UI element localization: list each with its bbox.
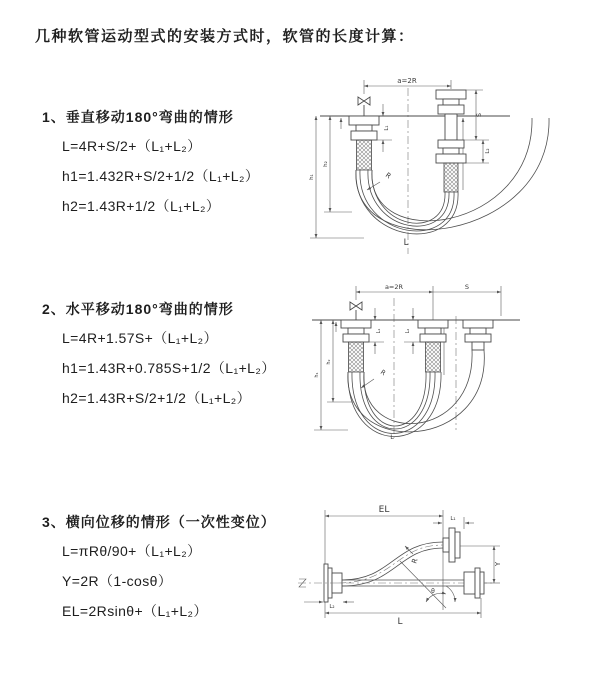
formula-h1: h1=1.432R+S/2+1/2（L₁+L₂） bbox=[62, 168, 260, 184]
dim-label-r: R bbox=[383, 171, 393, 181]
section-2-heading: 2、水平移动180°弯曲的情形 bbox=[42, 301, 234, 317]
page-title: 几种软管运动型式的安装方式时，软管的长度计算： bbox=[35, 28, 415, 45]
dim-label-l2: L₂ bbox=[485, 148, 491, 154]
middle-flange bbox=[418, 320, 448, 342]
dim-label-s: S bbox=[464, 283, 470, 291]
dim-label-h1: h₁ bbox=[314, 372, 320, 378]
valve-icon bbox=[350, 302, 362, 320]
right-flange-moved bbox=[463, 320, 493, 350]
section-horizontal-bend bbox=[42, 299, 327, 413]
dim-label-y: Y bbox=[494, 561, 502, 567]
dim-label-r: R bbox=[410, 557, 420, 565]
right-flange-original bbox=[464, 568, 484, 598]
dim-label-l1: L₁ bbox=[376, 328, 382, 334]
formula-h2: h2=1.43R+S/2+1/2（L₁+L₂） bbox=[62, 390, 252, 406]
section-1-heading: 1、垂直移动180°弯曲的情形 bbox=[42, 109, 234, 125]
diagram-horizontal-180-bend bbox=[306, 280, 544, 448]
hose-curves bbox=[348, 350, 484, 437]
valve-icon bbox=[358, 97, 370, 116]
braided-hose-section bbox=[357, 140, 372, 170]
dim-label-r: R bbox=[378, 368, 388, 378]
section-lateral-displacement bbox=[42, 512, 327, 626]
diagram-vertical-180-bend bbox=[306, 72, 598, 258]
horizontal-bend-drawing bbox=[306, 280, 544, 448]
right-flange-lower bbox=[436, 140, 466, 163]
dim-label-l: L bbox=[403, 238, 409, 248]
formula-h1: h1=1.43R+0.785S+1/2（L₁+L₂） bbox=[62, 360, 276, 376]
dim-label-h2: h₂ bbox=[323, 161, 329, 167]
formula-y: Y=2R（1-cosθ） bbox=[62, 573, 173, 589]
formula-el: EL=2Rsinθ+（L₁+L₂） bbox=[62, 603, 208, 619]
dim-label-h1: h₁ bbox=[309, 174, 315, 180]
section-3-heading: 3、横向位移的情形（一次性变位） bbox=[42, 514, 276, 530]
section-vertical-bend bbox=[42, 107, 327, 221]
braided-hose-section bbox=[349, 342, 364, 372]
formula-length: L=4R+S/2+（L₁+L₂） bbox=[62, 138, 202, 154]
dim-label-theta: θ bbox=[431, 588, 435, 595]
lateral-displacement-drawing bbox=[296, 498, 595, 652]
dim-label-l1: L₁ bbox=[384, 125, 390, 131]
dim-label-h2: h₂ bbox=[326, 359, 332, 365]
dim-label-l: L bbox=[397, 617, 403, 627]
formula-h2: h2=1.43R+1/2（L₁+L₂） bbox=[62, 198, 221, 214]
dim-label-a2r: a=2R bbox=[384, 283, 404, 291]
dim-label-l2: L₂ bbox=[329, 604, 335, 610]
left-flange bbox=[341, 320, 371, 342]
right-flange-raised bbox=[436, 90, 466, 140]
upper-flange-displaced bbox=[443, 528, 460, 562]
dim-label-l: L bbox=[390, 433, 394, 441]
dim-label-a2r: a=2R bbox=[397, 77, 417, 85]
left-flange bbox=[349, 116, 379, 140]
dim-label-s: S bbox=[475, 112, 483, 118]
s-curve-hose bbox=[338, 542, 443, 586]
dim-label-l2: L₂ bbox=[405, 328, 411, 334]
dim-label-l1: L₁ bbox=[450, 516, 456, 522]
dim-label-el: EL bbox=[378, 505, 390, 515]
braided-hose-section bbox=[444, 163, 458, 192]
vertical-bend-drawing bbox=[306, 72, 598, 258]
formula-length: L=4R+1.57S+（L₁+L₂） bbox=[62, 330, 218, 346]
braided-hose-section bbox=[426, 342, 441, 372]
diagram-lateral-displacement bbox=[296, 498, 595, 652]
formula-length: L=πRθ/90+（L₁+L₂） bbox=[62, 543, 202, 559]
